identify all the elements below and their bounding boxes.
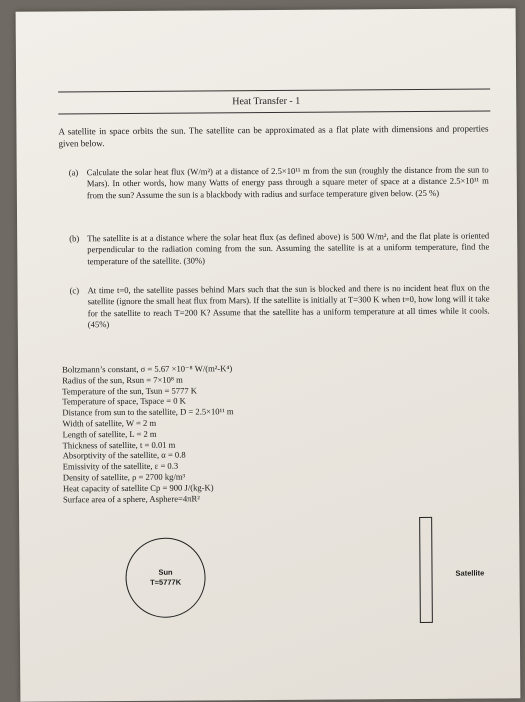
constant-line: Thickness of satellite, t = 0.01 m — [62, 439, 176, 451]
problem-intro: A satellite in space orbits the sun. The satellite can be approximated as a flat plate with dimensions and properties given below. — [58, 123, 489, 149]
constant-line: Radius of the sun, Rsun = 7×10⁸ m — [62, 374, 183, 386]
part-a-label: (a) — [68, 167, 79, 178]
part-c-text: At time t=0, the satellite passes behind Mars such that the sun is blocked and there is no incident heat flux on the satellite (ignore the small heat flux from Mars). If the satellite is initially at T=300 K when t=0, how long will it take for the satellite to reach T=200 K? Assume that the satellite has a uniform temperature at all times while it cools. (45%) — [87, 282, 490, 330]
constant-line: Boltzmann’s constant, σ = 5.67 ×10⁻⁸ W/(m²-K⁴) — [62, 363, 233, 375]
sun-temperature-label: T=5777K — [150, 577, 182, 587]
satellite-plate — [419, 517, 433, 623]
constant-line: Length of satellite, L = 2 m — [62, 428, 157, 440]
constants-list — [62, 362, 393, 505]
part-c — [70, 282, 490, 330]
paper-sheet — [16, 8, 521, 701]
header-rule-bottom — [58, 110, 490, 114]
constant-line: Density of satellite, ρ = 2700 kg/m³ — [62, 471, 186, 483]
part-c-label: (c) — [69, 285, 80, 296]
constant-line: Surface area of a sphere, Asphere=4πR² — [62, 493, 200, 504]
sun-label: Sun — [158, 567, 173, 577]
part-b-text: The satellite is at a distance where the solar heat flux (as defined above) is 500 W/m², and the flat plate is oriented perpendicular to the radiation coming from the sun. Assuming the satellite is at a uniform temperature, find the temperature of the satellite. (30%) — [87, 230, 490, 266]
satellite-label: Satellite — [455, 568, 485, 578]
header-rule-top — [58, 88, 490, 92]
constant-line: Width of satellite, W = 2 m — [62, 417, 157, 429]
page-title: Heat Transfer - 1 — [232, 95, 301, 108]
part-b-label: (b) — [69, 233, 80, 244]
constant-line: Emissivity of the satellite, ε = 0.3 — [62, 460, 179, 472]
constant-line: Heat capacity of satellite Cp = 900 J/(kg-K) — [62, 482, 214, 494]
constant-line: Temperature of the sun, Tsun = 5777 K — [62, 385, 198, 397]
part-a — [69, 164, 489, 201]
sun-circle — [125, 537, 206, 618]
part-a-text: Calculate the solar heat flux (W/m²) at a distance of 2.5×10¹¹ m from the sun (roughly the distance from the sun to Mars). In other words, how many Watts of energy pass through a square meter of space at a distance 2.5×10¹¹ m from the sun? Assume the sun is a blackbody with radius and surface temperature given below. (25 %) — [86, 164, 489, 200]
constant-line: Distance from sun to the satellite, D = 2.5×10¹¹ m — [62, 406, 234, 418]
part-b — [69, 230, 489, 267]
constant-line: Absorptivity of the satellite, α = 0.8 — [62, 449, 186, 461]
constant-line: Temperature of space, Tspace = 0 K — [62, 395, 186, 407]
